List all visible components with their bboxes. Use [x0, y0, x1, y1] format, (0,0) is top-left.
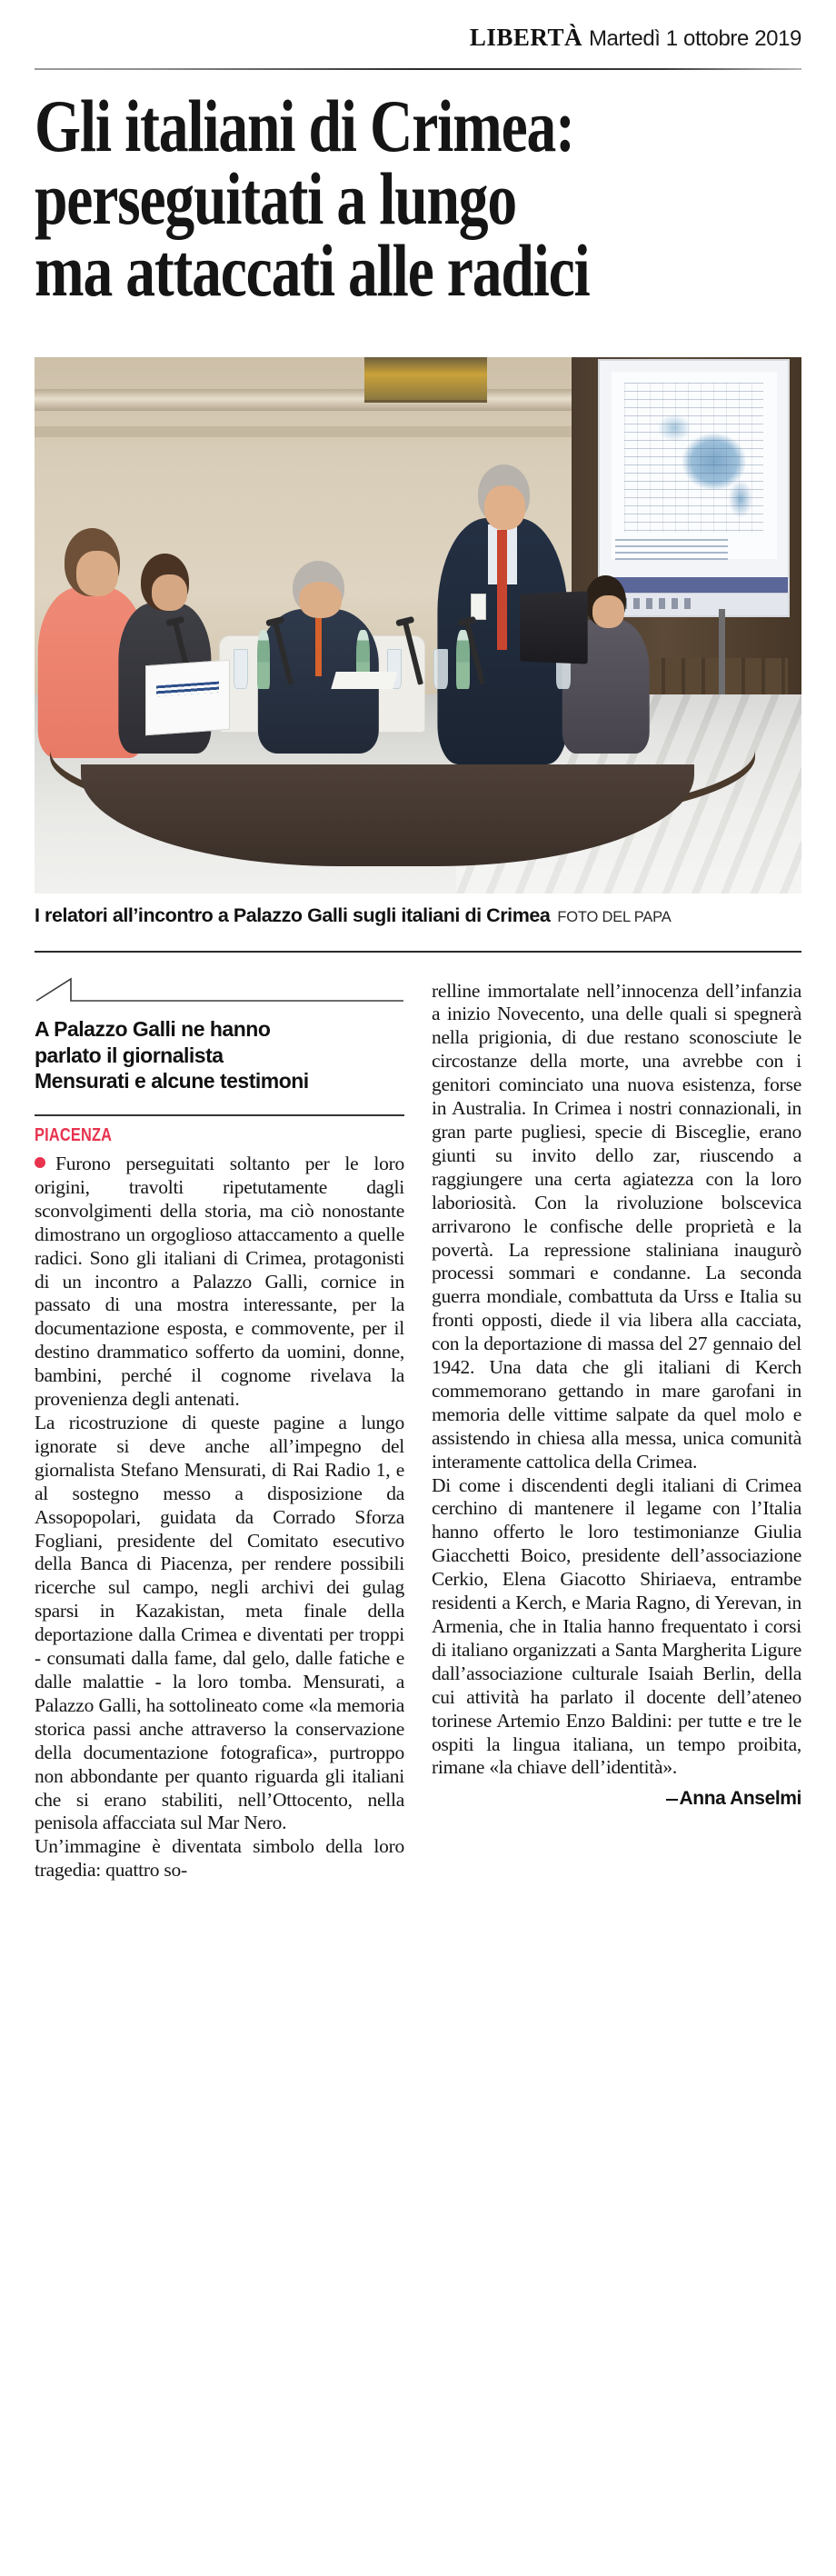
- photo-drinking-glass: [433, 649, 448, 689]
- byline-author: Anna Anselmi: [679, 1788, 801, 1810]
- column-right: [432, 953, 801, 1883]
- photo-water-bottle: [456, 630, 469, 689]
- paragraph: La ricostruzione di queste pagine a lungo ignorate si deve anche all’impegno del giornalista Stefano Mensurati, di Rai Radio 1, e al sostegno messo a disposizione da Assopopolari, guidata da Corrado Sforza Fogliani, presidente del Comitato esecutivo della Banca di Piacenza, per rendere possibili ricerche sul campo, negli archivi dei gulag sparsi in Kazakistan, meta finale della deportazione dalla Crimea e diventati per troppi - consumati dalla fame, dal gelo, dalle fatiche e dalle malattie - la loro tomba. Mensurati, a Palazzo Galli, ha sottolineato come «la memoria storica passi anche attraverso la conservazione della documentazione fotografica», purtroppo non abbondante per quanto riguarda gli italiani che si erano stabiliti, nell’Ottocento, nella penisola affacciata sul Mar Nero.: [35, 1412, 404, 1834]
- paragraph: Un’immagine è diventata simbolo della loro tragedia: quattro so-: [35, 1835, 404, 1882]
- kicker-location: PIACENZA: [35, 1125, 113, 1146]
- masthead-date: Martedì 1 ottobre 2019: [588, 26, 801, 51]
- photo-water-bottle: [257, 630, 270, 689]
- photo-screen-legend: [615, 539, 728, 564]
- photo-panelist-face: [299, 582, 342, 618]
- photo-panelist-face: [592, 595, 624, 628]
- pennant-marker: [35, 976, 404, 1003]
- subhead-line-2: parlato il giornalista: [35, 1043, 224, 1067]
- subhead-line-3: Mensurati e alcune testimoni: [35, 1069, 309, 1093]
- pennant-icon: [35, 976, 404, 1003]
- photo-caption: [35, 904, 801, 927]
- photo-name-placard: [145, 660, 230, 735]
- column-left: [35, 953, 404, 1883]
- paragraph: [35, 1153, 404, 1412]
- photo-speaker-face: [484, 485, 526, 531]
- page-title: [35, 85, 801, 313]
- headline-line-2: perseguitati a lungo: [35, 156, 516, 240]
- article-body-right: [432, 980, 801, 1781]
- masthead: [35, 0, 801, 52]
- photo-panelist-face: [76, 551, 118, 596]
- kicker-rule: [35, 1114, 404, 1116]
- photo-painting: [364, 357, 487, 403]
- byline: [432, 1788, 801, 1810]
- headline-line-1: Gli italiani di Crimea:: [35, 85, 574, 167]
- photo-scene: [35, 357, 801, 894]
- masthead-brand: LIBERTÀ: [469, 24, 582, 51]
- photo-laptop: [520, 592, 587, 664]
- subhead-line-1: A Palazzo Galli ne hanno: [35, 1016, 271, 1041]
- photo-caption-text: I relatori all’incontro a Palazzo Galli sugli italiani di Crimea: [35, 904, 551, 926]
- photo-panelist-face: [152, 574, 186, 611]
- paragraph: Di come i discendenti degli italiani di Crimea cerchino di mantenere il legame con l’Italia hanno offerto le loro testimonianze Giulia Giacchetti Boico, presidente dell’associazione Cerkio, Elena Giacotto Shiriaeva, entrambe residenti a Kerch, e Maria Ragno, di Yerevan, in Armenia, che in Italia hanno frequentato i corsi di italiano organizzati a Santa Margherita Ligure dall’associazione culturale Isaiah Berlin, della cui attività ha parlato il docente dell’ateneo torinese Artemio Enzo Baldini: per tutte e tre le ospiti la lingua italiana, un tempo proibita, rimane «la chiave dell’identità».: [432, 1473, 801, 1779]
- photo-screen-map: [612, 372, 777, 560]
- article-columns: [35, 953, 801, 1883]
- photo-cornice-lower: [35, 426, 632, 437]
- byline-dash-icon: [666, 1799, 678, 1801]
- article-subhead: [35, 1016, 404, 1095]
- photo-cornice: [35, 389, 632, 411]
- article-body-left: [35, 1153, 404, 1882]
- paragraph: relline immortalate nell’innocenza dell’infanzia a inizio Novecento, una delle quali si spegnerà nella prigionia, di due restano sconosciute le circostanze della morte, una avrebbe con i genitori cominciato una nuova esistenza, forse in Australia. In Crimea i nostri connazionali, in gran parte pugliesi, specie di Bisceglie, erano giunti su invito dello zar, riuscendo a raggiungere una certa agiatezza con la loro laboriosità. Con la rivoluzione bolscevica arrivarono le confische delle proprietà e la povertà. La repressione staliniana inaugurò processi sommari e condanne. La seconda guerra mondiale, combattuta da Urss e Italia su fronti opposti, diede il via libera alla cacciata, con la deportazione di massa del 27 gennaio del 1942. Una data che gli italiani di Kerch commemorano gettando in mare garofani in memoria delle vittime salpate da quel molo e assistendo in chiesa alla messa, unica comunità interamente cattolica della Crimea.: [432, 979, 801, 1473]
- lead-bullet-icon: [35, 1157, 45, 1168]
- paragraph-text: Furono perseguitati soltanto per le loro origini, travolti ripetutamente dagli sconvolgimenti della storia, ma ciò nonostante dimostrano un orgoglioso attaccamento a quelle radici. Sono gli italiani di Crimea, protagonisti di un incontro a Palazzo Galli, cornice in passato di una mostra interessante, per la documentazione esposta, e commovente, per il destino drammatico sofferto da uomini, donne, bambini, perché il cognome rivelava la provenienza degli antenati.: [35, 1153, 404, 1411]
- photo-speaker-tie: [497, 530, 507, 650]
- photo-drinking-glass: [234, 649, 248, 689]
- photo-credit: FOTO DEL PAPA: [557, 908, 672, 925]
- article-photo: [35, 357, 801, 894]
- headline-line-3: ma attaccati alle radici: [35, 229, 590, 313]
- photo-papers: [331, 672, 397, 689]
- masthead-rule: [35, 68, 801, 70]
